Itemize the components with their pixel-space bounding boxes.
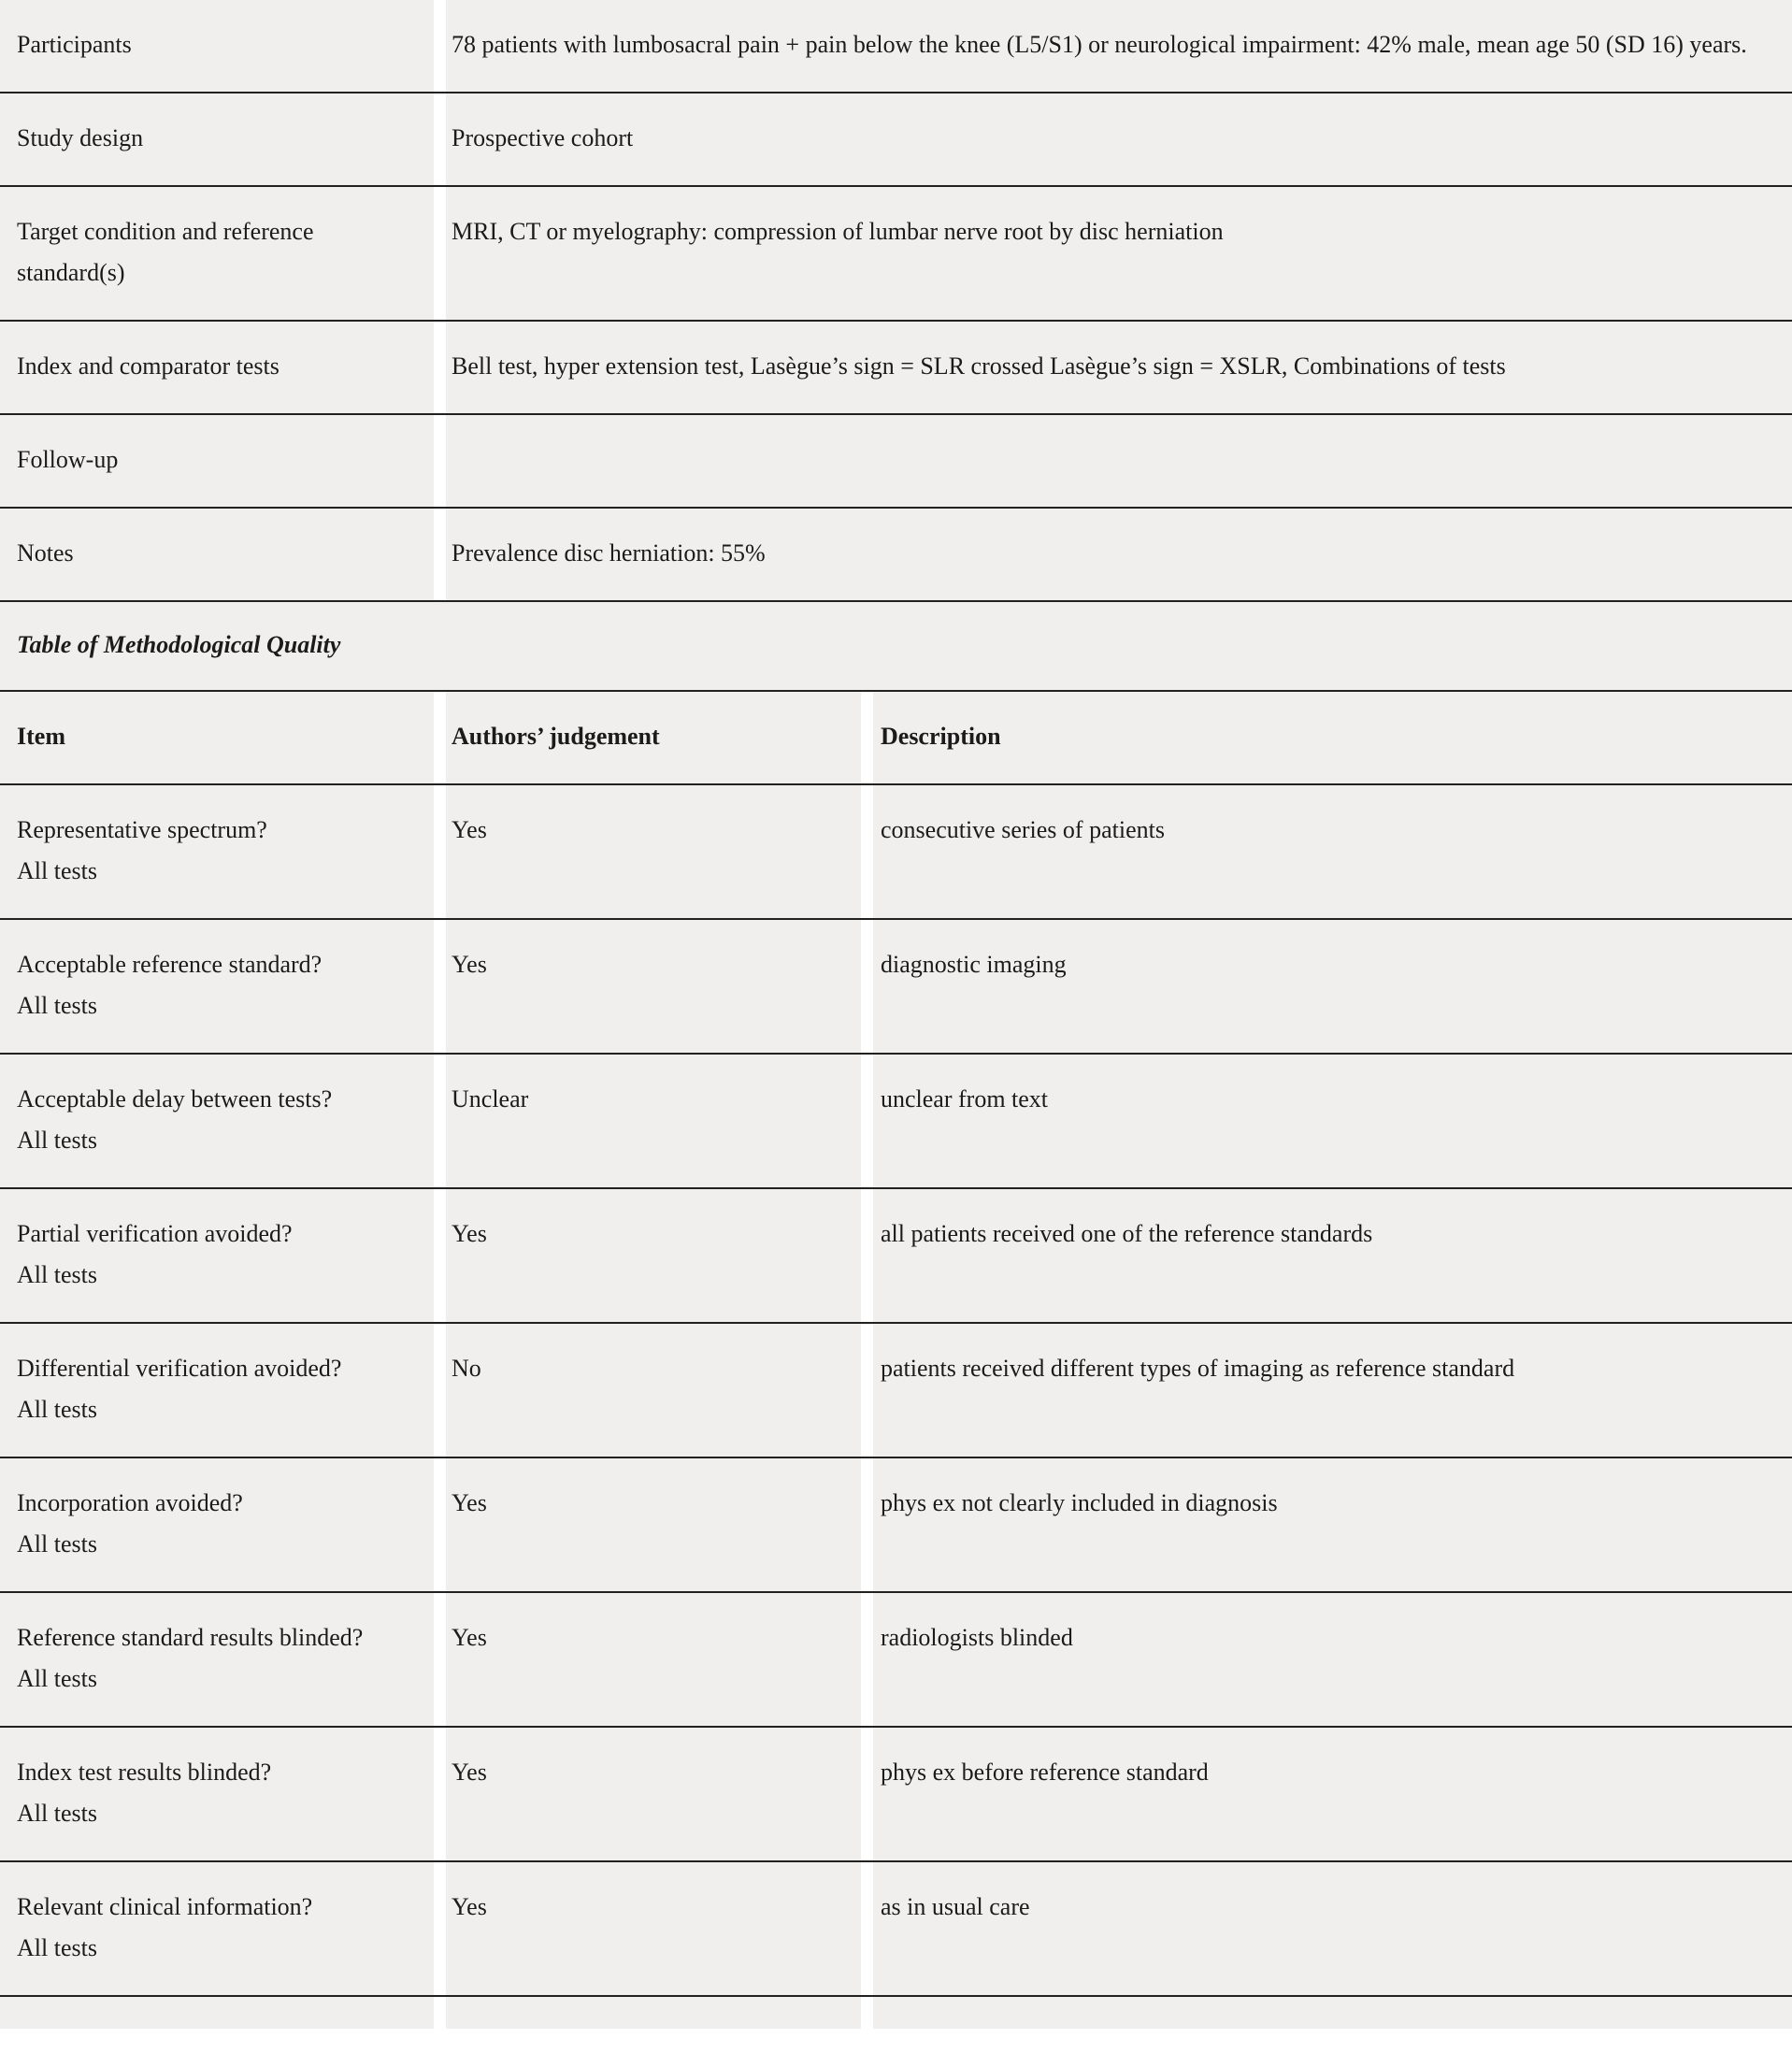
table-row xyxy=(0,415,1792,509)
column-gutter xyxy=(434,322,446,413)
table-row xyxy=(0,785,1792,920)
item-scope: All tests xyxy=(17,992,97,1019)
column-gutter xyxy=(861,1055,873,1187)
judgement-cell: Yes xyxy=(446,920,861,1053)
column-header-description: Description xyxy=(873,692,1792,783)
item-cell xyxy=(0,920,434,1053)
item-scope: All tests xyxy=(17,1396,97,1423)
item-question: Partial verification avoided? xyxy=(17,1220,293,1247)
description-cell: phys ex before reference standard xyxy=(873,1728,1792,1860)
judgement-cell: Yes xyxy=(446,1189,861,1322)
item-cell xyxy=(0,1862,434,1995)
item-cell xyxy=(0,1055,434,1187)
row-value: Prevalence disc herniation: 55% xyxy=(446,509,1792,600)
column-gutter xyxy=(861,1862,873,1995)
item-scope: All tests xyxy=(17,857,97,884)
item-question: Acceptable delay between tests? xyxy=(17,1085,333,1113)
item-question: Acceptable reference standard? xyxy=(17,951,323,978)
column-gutter xyxy=(434,1324,446,1457)
methodological-quality-table xyxy=(0,692,1792,2029)
column-gutter xyxy=(434,1055,446,1187)
item-scope: All tests xyxy=(17,1261,97,1288)
description-cell: patients received different types of imaging as reference standard xyxy=(873,1324,1792,1457)
column-gutter xyxy=(861,692,873,783)
judgement-cell: No xyxy=(446,1324,861,1457)
item-cell xyxy=(0,785,434,918)
description-cell: all patients received one of the reference standards xyxy=(873,1189,1792,1322)
table-row xyxy=(0,1055,1792,1189)
row-value: Prospective cohort xyxy=(446,93,1792,185)
table-row xyxy=(0,187,1792,322)
row-value: 78 patients with lumbosacral pain + pain below the knee (L5/S1) or neurological impairment: 42% male, mean age 50 (SD 16) years. xyxy=(446,0,1792,92)
table-row xyxy=(0,1458,1792,1593)
table-row xyxy=(0,0,1792,93)
row-value: Bell test, hyper extension test, Lasègue’s sign = SLR crossed Lasègue’s sign = XSLR, Combinations of tests xyxy=(446,322,1792,413)
column-gutter xyxy=(434,1997,446,2029)
description-cell: unclear from text xyxy=(873,1055,1792,1187)
column-gutter xyxy=(434,920,446,1053)
table-row xyxy=(0,322,1792,415)
judgement-cell: Yes xyxy=(446,1458,861,1591)
column-gutter xyxy=(434,1593,446,1726)
row-value xyxy=(446,415,1792,507)
column-gutter xyxy=(434,0,446,92)
item-cell xyxy=(0,1593,434,1726)
column-gutter xyxy=(434,415,446,507)
study-characteristics-table xyxy=(0,0,1792,602)
table-row xyxy=(0,1593,1792,1728)
column-gutter xyxy=(861,1728,873,1860)
judgement-cell: Unclear xyxy=(446,1055,861,1187)
judgement-cell: Yes xyxy=(446,1862,861,1995)
item-scope: All tests xyxy=(17,1800,97,1827)
column-gutter xyxy=(861,1189,873,1322)
row-label: Notes xyxy=(0,509,434,600)
item-cell xyxy=(0,1189,434,1322)
row-value: MRI, CT or myelography: compression of lumbar nerve root by disc herniation xyxy=(446,187,1792,320)
item-scope: All tests xyxy=(17,1934,97,1961)
item-question: Relevant clinical information? xyxy=(17,1893,313,1920)
column-header-item: Item xyxy=(0,692,434,783)
column-gutter xyxy=(861,920,873,1053)
row-label: Index and comparator tests xyxy=(0,322,434,413)
judgement-cell: Yes xyxy=(446,1593,861,1726)
item-question: Representative spectrum? xyxy=(17,816,267,843)
row-label: Target condition and reference standard(s) xyxy=(0,187,434,320)
item-cell xyxy=(0,1728,434,1860)
description-cell xyxy=(873,1997,1792,2029)
column-gutter xyxy=(434,93,446,185)
item-cell xyxy=(0,1997,434,2029)
item-cell xyxy=(0,1324,434,1457)
table-row xyxy=(0,1862,1792,1997)
item-question: Incorporation avoided? xyxy=(17,1489,243,1516)
column-gutter xyxy=(434,187,446,320)
table-row-partial xyxy=(0,1997,1792,2029)
column-header-judgement: Authors’ judgement xyxy=(446,692,861,783)
description-cell: as in usual care xyxy=(873,1862,1792,1995)
table-row xyxy=(0,93,1792,187)
column-gutter xyxy=(434,1728,446,1860)
item-scope: All tests xyxy=(17,1665,97,1692)
item-cell xyxy=(0,1458,434,1591)
judgement-cell: Yes xyxy=(446,1728,861,1860)
column-gutter xyxy=(861,1324,873,1457)
item-question: Reference standard results blinded? xyxy=(17,1624,364,1651)
description-cell: consecutive series of patients xyxy=(873,785,1792,918)
description-cell: radiologists blinded xyxy=(873,1593,1792,1726)
row-label: Follow-up xyxy=(0,415,434,507)
table-row xyxy=(0,920,1792,1055)
column-gutter xyxy=(861,1997,873,2029)
item-scope: All tests xyxy=(17,1127,97,1154)
column-gutter xyxy=(434,1458,446,1591)
description-cell: phys ex not clearly included in diagnosis xyxy=(873,1458,1792,1591)
item-question: Differential verification avoided? xyxy=(17,1355,342,1382)
column-gutter xyxy=(861,1458,873,1591)
column-gutter xyxy=(861,1593,873,1726)
description-cell: diagnostic imaging xyxy=(873,920,1792,1053)
column-gutter xyxy=(434,1862,446,1995)
item-scope: All tests xyxy=(17,1530,97,1558)
table-row xyxy=(0,1324,1792,1458)
row-label: Study design xyxy=(0,93,434,185)
table-row xyxy=(0,1189,1792,1324)
column-gutter xyxy=(434,509,446,600)
row-label: Participants xyxy=(0,0,434,92)
column-gutter xyxy=(434,785,446,918)
column-gutter xyxy=(434,1189,446,1322)
judgement-cell: Yes xyxy=(446,785,861,918)
judgement-cell xyxy=(446,1997,861,2029)
column-gutter xyxy=(861,785,873,918)
table-row xyxy=(0,509,1792,602)
column-gutter xyxy=(434,692,446,783)
item-question: Index test results blinded? xyxy=(17,1759,272,1786)
table-row xyxy=(0,1728,1792,1862)
table-header-row xyxy=(0,692,1792,785)
quality-table-title: Table of Methodological Quality xyxy=(0,602,1792,692)
